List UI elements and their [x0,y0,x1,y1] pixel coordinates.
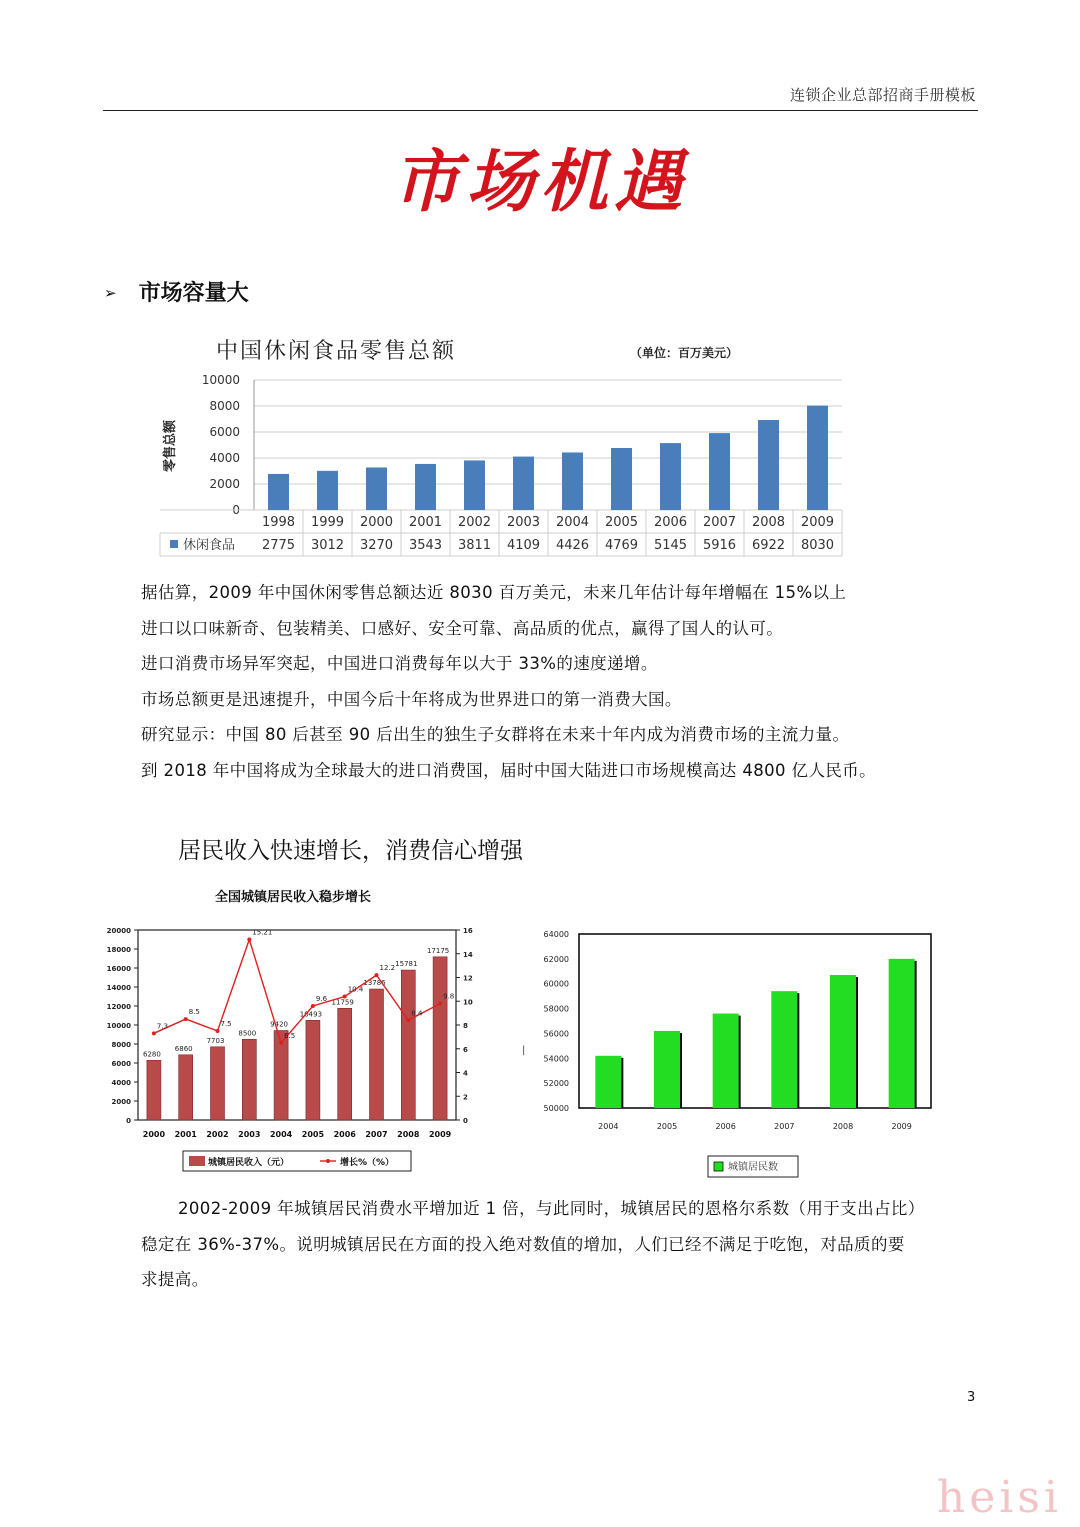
growth-data-label: 7.5 [220,1019,232,1028]
paragraph: 进口消费市场异军突起，中国进口消费每年以大于 33%的速度递增。 [141,654,658,673]
growth-data-label: 6.5 [284,1031,296,1040]
y-tick-label: 4000 [209,451,240,465]
data-label: 3012 [310,538,345,553]
y2-tick-label: 2 [463,1093,468,1102]
bar [807,406,828,510]
paragraph: 稳定在 36%-37%。说明城镇居民在方面的投入绝对数值的增加，人们已经不满足于吃饱，对品质的要 [141,1235,905,1254]
y-tick-label: 4000 [111,1079,131,1087]
y-tick-label: 60000 [543,979,569,989]
legend-label: 增长%（%） [340,1158,395,1168]
x-tick-label: 2009 [800,515,835,530]
x-tick-label: 2004 [555,515,590,530]
growth-point [279,1041,283,1045]
bar [611,448,632,510]
x-tick-label: 2006 [715,1122,736,1131]
data-label: 2775 [261,538,296,553]
bar [771,991,797,1108]
bar [660,443,681,510]
data-label: 6922 [751,538,786,553]
urban-resident-chart [520,920,940,1182]
axis-mark: | [522,1045,526,1056]
x-tick-label: 2000 [142,1130,166,1139]
bar [401,970,415,1120]
growth-point [247,938,251,942]
bar [654,1031,680,1108]
x-tick-label: 2007 [365,1130,388,1139]
y-tick-label: 6000 [111,1060,131,1068]
y-tick-label: 2000 [209,477,240,491]
legend-swatch [170,540,178,548]
bar-data-label: 13786 [363,979,386,988]
y-tick-label: 16000 [106,965,131,973]
paragraph: 市场总额更是迅速提升，中国今后十年将成为世界进口的第一消费大国。 [141,690,682,709]
bar [889,959,915,1108]
bar [758,420,779,510]
chart-subtitle: （单位：百万美元） [630,346,739,360]
bar-data-label: 6860 [174,1044,193,1053]
legend-label: 城镇居民收入（元） [208,1158,290,1168]
bar [268,474,289,510]
snack-retail-chart [140,330,860,562]
chart-title: 中国休闲食品零售总额 [216,339,457,364]
x-tick-label: 2008 [751,515,786,530]
data-label: 4426 [555,538,590,553]
page-number: 3 [967,1390,976,1405]
paragraph: 研究显示：中国 80 后甚至 90 后出生的独生子女群将在未来十年内成为消费市场的主流力量。 [141,725,850,744]
y-tick-label: 12000 [106,1003,131,1011]
y-tick-label: 50000 [543,1104,569,1113]
growth-line [154,940,440,1043]
y2-tick-label: 12 [463,974,473,983]
x-tick-label: 2004 [269,1130,293,1139]
section-heading-income-growth: 居民收入快速增长，消费信心增强 [178,838,523,864]
bar-data-label: 7703 [206,1036,225,1045]
x-tick-label: 2006 [333,1130,356,1139]
bar-data-label: 8500 [238,1029,257,1038]
y2-tick-label: 6 [463,1045,468,1054]
bar [317,471,338,510]
growth-point [152,1031,156,1035]
x-tick-label: 2008 [397,1130,420,1139]
growth-point [343,995,347,999]
y-tick-label: 14000 [106,984,131,992]
data-label: 5145 [653,538,688,553]
x-tick-label: 2007 [702,515,737,530]
bar [242,1039,256,1120]
growth-point [311,1004,315,1008]
bar [370,989,384,1120]
header-divider [103,110,978,111]
x-tick-label: 2000 [359,515,394,530]
growth-point [406,1018,410,1022]
growth-data-label: 8.4 [411,1009,423,1018]
x-tick-label: 2004 [598,1122,619,1131]
y-tick-label: 6000 [209,425,240,439]
paragraph: 进口以口味新奇、包装精美、口感好、安全可靠、高品质的优点，赢得了国人的认可。 [141,619,784,638]
bar [464,460,485,510]
page-title: 市场机遇 [391,143,688,222]
x-tick-label: 2002 [206,1130,229,1139]
growth-data-label: 9.6 [315,995,328,1003]
y-tick-label: 62000 [543,954,569,964]
legend-label: 城镇居民数 [728,1162,778,1173]
y2-tick-label: 8 [463,1022,468,1030]
growth-point [375,973,379,977]
growth-data-label: 15.21 [252,928,273,937]
legend-marker [326,1159,330,1163]
bar [179,1055,193,1120]
x-tick-label: 2001 [174,1130,197,1139]
bar-data-label: 11759 [331,998,354,1007]
x-tick-label: 1999 [310,515,345,530]
paragraph: 2002-2009 年城镇居民消费水平增加近 1 倍，与此同时，城镇居民的恩格尔系数（用于支出占比） [178,1199,925,1218]
y-tick-label: 8000 [111,1041,131,1049]
x-tick-label: 2005 [604,515,639,530]
growth-point [216,1029,220,1033]
y-tick-label: 10000 [201,373,240,387]
urban-income-chart [103,880,483,1175]
bar [713,1014,739,1108]
x-tick-label: 2006 [653,515,688,530]
y-tick-label: 58000 [543,1004,569,1014]
header-title: 连锁企业总部招商手册模板 [789,86,976,104]
section-heading-text: 市场容量大 [138,281,249,306]
bar-data-label: 15781 [395,960,418,969]
paragraph: 据估算，2009 年中国休闲零售总额达近 8030 百万美元，未来几年估计每年增幅在 15%以上 [141,583,847,602]
y-axis-label: 零售总额 [163,419,178,473]
x-tick-label: 1998 [261,515,296,530]
data-label: 3270 [359,538,394,553]
x-tick-label: 2009 [891,1122,912,1131]
y-tick-label: 18000 [106,946,131,954]
plot-frame [579,934,931,1108]
section-heading-market-size [104,276,249,307]
growth-point [184,1017,188,1021]
y-tick-label: 0 [126,1117,131,1125]
x-tick-label: 2007 [774,1122,795,1131]
x-tick-label: 2008 [832,1122,854,1131]
bar [513,457,534,510]
paragraph: 求提高。 [141,1270,209,1289]
legend-swatch [714,1162,723,1171]
bar-data-label: 10493 [299,1010,323,1019]
data-label: 4769 [604,538,639,553]
data-label: 3543 [408,538,443,553]
bar [595,1056,621,1108]
growth-data-label: 8.5 [188,1008,200,1017]
bar [830,975,856,1108]
x-tick-label: 2005 [656,1122,678,1131]
y-tick-label: 56000 [543,1029,569,1039]
x-tick-label: 2005 [301,1130,325,1139]
watermark: heisi [936,1472,1062,1523]
legend-swatch [189,1156,205,1166]
bullet-arrow-icon: ➢ [104,284,117,302]
y-tick-label: 8000 [209,399,240,413]
y2-tick-label: 10 [463,998,473,1007]
y2-tick-label: 0 [463,1117,468,1125]
data-label: 3811 [457,538,492,553]
y2-tick-label: 16 [463,927,473,935]
y-tick-label: 20000 [106,927,131,935]
y2-tick-label: 4 [463,1069,468,1078]
bar [211,1047,225,1120]
x-tick-label: 2003 [238,1130,261,1139]
bar [147,1060,161,1120]
growth-point [438,1002,442,1006]
growth-data-label: 9.8 [443,992,455,1001]
bar [709,433,730,510]
bar-data-label: 6280 [142,1050,161,1059]
data-label: 8030 [800,538,835,553]
y-tick-label: 0 [232,503,240,517]
growth-data-label: 10.4 [347,985,364,994]
growth-data-label: 7.3 [156,1022,169,1031]
bar [433,957,447,1120]
bar-data-label: 17175 [426,946,450,955]
bar-data-label: 9420 [270,1020,289,1029]
bar [562,452,583,510]
chart-title: 全国城镇居民收入稳步增长 [215,890,372,905]
bar [415,464,436,510]
y-tick-label: 52000 [543,1079,569,1089]
y-tick-label: 2000 [111,1098,131,1106]
x-tick-label: 2001 [408,515,443,530]
x-tick-label: 2003 [506,515,541,530]
y2-tick-label: 14 [463,950,473,959]
y-tick-label: 10000 [106,1022,131,1030]
paragraph: 到 2018 年中国将成为全球最大的进口消费国，届时中国大陆进口市场规模高达 4800 亿人民币。 [141,761,877,780]
x-tick-label: 2009 [428,1130,452,1139]
y-tick-label: 54000 [543,1054,569,1064]
bar [366,467,387,510]
bar [306,1020,320,1120]
data-label: 5916 [702,538,737,553]
growth-data-label: 12.2 [379,964,396,973]
data-label: 4109 [506,538,541,553]
legend-label: 休闲食品 [183,538,236,553]
y-tick-label: 64000 [543,930,569,939]
bar [338,1008,352,1120]
x-tick-label: 2002 [457,515,492,530]
